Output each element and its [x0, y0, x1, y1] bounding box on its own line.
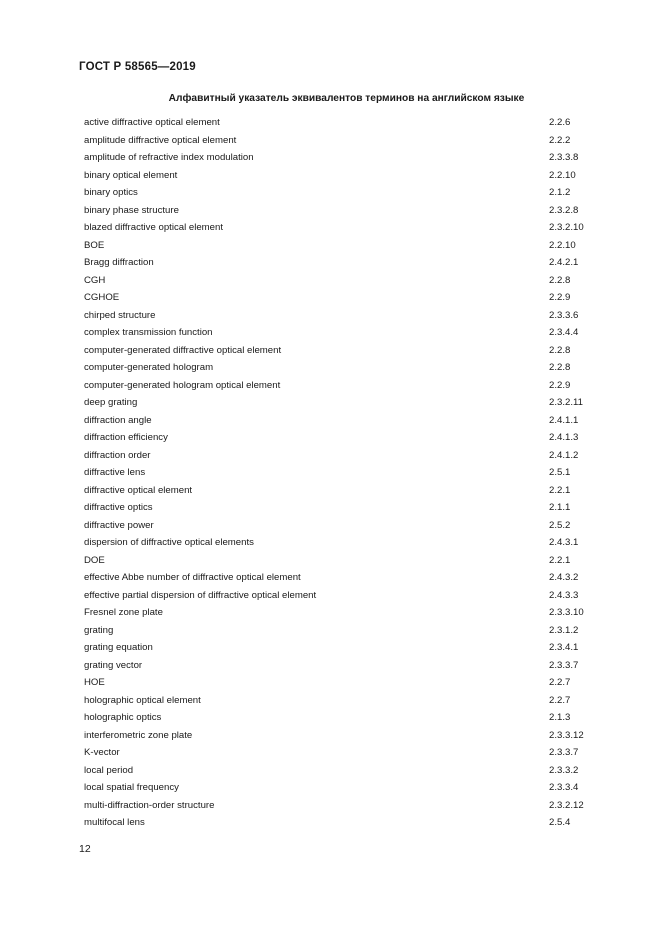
index-term: grating equation: [84, 642, 153, 653]
index-entry: [84, 324, 594, 342]
index-term-number: 2.2.8: [549, 274, 571, 286]
index-term: multifocal lens: [84, 817, 145, 828]
index-entry: [84, 464, 594, 482]
index-term: diffractive optics: [84, 502, 153, 513]
index-entry: [84, 377, 594, 395]
index-term-number: 2.3.3.10: [549, 607, 584, 618]
index-term-number: 2.3.3.8: [549, 152, 579, 163]
index-term: Fresnel zone plate: [84, 607, 163, 618]
index-term-number: 2.2.10: [549, 239, 576, 251]
index-term-number: 2.4.2.1: [549, 257, 579, 268]
index-term-number: 2.3.3.7: [549, 659, 579, 671]
index-term-number: 2.4.3.2: [549, 572, 579, 583]
index-term-number: 2.3.1.2: [549, 624, 579, 636]
index-entry: [84, 552, 594, 570]
index-term: diffraction angle: [84, 414, 152, 426]
index-entry: [84, 114, 594, 132]
index-term-number: 2.2.2: [549, 134, 571, 146]
index-term-number: 2.2.1: [549, 484, 571, 496]
index-entry: [84, 622, 594, 640]
index-entry: [84, 534, 594, 552]
index-term-number: 2.2.8: [549, 344, 571, 356]
index-term-number: 2.4.3.3: [549, 589, 579, 601]
index-term-number: 2.3.4.4: [549, 327, 579, 338]
index-entry: [84, 359, 594, 377]
index-term: computer-generated hologram: [84, 362, 214, 373]
index-entry: [84, 184, 594, 202]
index-term: diffractive power: [84, 519, 154, 531]
index-entry: [84, 342, 594, 360]
term-index-list: [84, 114, 594, 832]
index-entry: [84, 692, 594, 710]
index-term: local period: [84, 764, 134, 776]
index-entry: [84, 167, 594, 185]
index-term: grating vector: [84, 659, 143, 671]
index-term-number: 2.3.3.2: [549, 764, 579, 776]
index-term: complex transmission function: [84, 327, 213, 338]
index-term: effective partial dispersion of diffractive optical element: [84, 589, 317, 601]
index-term: binary optical element: [84, 169, 178, 181]
index-term: dispersion of diffractive optical elements: [84, 537, 254, 548]
index-term-number: 2.3.3.7: [549, 747, 579, 758]
index-term: DOE: [84, 554, 105, 566]
index-term: blazed diffractive optical element: [84, 222, 224, 233]
index-entry: [84, 587, 594, 605]
index-term: BOE: [84, 239, 105, 251]
index-entry: [84, 272, 594, 290]
index-term-number: 2.1.3: [549, 712, 571, 723]
index-term-number: 2.5.1: [549, 467, 571, 478]
index-term: interferometric zone plate: [84, 729, 193, 741]
index-term: deep grating: [84, 397, 138, 408]
index-entry: [84, 569, 594, 587]
index-entry: [84, 289, 594, 307]
index-term: K-vector: [84, 747, 120, 758]
index-term-number: 2.2.1: [549, 554, 571, 566]
index-term-number: 2.5.4: [549, 817, 571, 828]
index-entry: [84, 307, 594, 325]
index-entry: [84, 762, 594, 780]
index-term: amplitude of refractive index modulation: [84, 152, 254, 163]
index-term: Bragg diffraction: [84, 257, 154, 268]
index-entry: [84, 779, 594, 797]
index-entry: [84, 412, 594, 430]
index-entry: [84, 657, 594, 675]
index-term: binary phase structure: [84, 204, 179, 216]
index-term-number: 2.3.3.12: [549, 729, 584, 741]
index-term-number: 2.5.2: [549, 519, 571, 531]
index-entry: [84, 744, 594, 762]
index-term: multi-diffraction-order structure: [84, 799, 215, 811]
index-term: grating: [84, 624, 114, 636]
index-term-number: 2.2.9: [549, 292, 571, 303]
page-number: 12: [79, 843, 91, 855]
index-term-number: 2.4.1.3: [549, 432, 579, 443]
index-term-number: 2.3.2.12: [549, 799, 584, 811]
index-term: holographic optics: [84, 712, 162, 723]
index-term: holographic optical element: [84, 694, 201, 706]
index-term-number: 2.3.2.8: [549, 204, 579, 216]
index-term-number: 2.2.9: [549, 379, 571, 391]
index-term: CGHOE: [84, 292, 120, 303]
index-term: active diffractive optical element: [84, 117, 220, 128]
document-header: ГОСТ Р 58565—2019: [79, 61, 196, 73]
index-term: computer-generated hologram optical element: [84, 379, 281, 391]
index-term-number: 2.4.1.2: [549, 449, 579, 461]
index-term-number: 2.1.1: [549, 502, 571, 513]
index-entry: [84, 709, 594, 727]
index-term-number: 2.2.6: [549, 117, 571, 128]
index-term: local spatial frequency: [84, 782, 179, 793]
index-entry: [84, 237, 594, 255]
index-entry: [84, 482, 594, 500]
index-term-number: 2.3.4.1: [549, 642, 579, 653]
index-term-number: 2.2.10: [549, 169, 576, 181]
index-term-number: 2.4.3.1: [549, 537, 579, 548]
index-entry: [84, 394, 594, 412]
index-entry: [84, 797, 594, 815]
index-term: CGH: [84, 274, 106, 286]
index-entry: [84, 447, 594, 465]
index-term: computer-generated diffractive optical element: [84, 344, 282, 356]
index-term-number: 2.4.1.1: [549, 414, 579, 426]
index-term: diffractive optical element: [84, 484, 193, 496]
index-entry: [84, 604, 594, 622]
index-entry: [84, 219, 594, 237]
index-term-number: 2.2.8: [549, 362, 571, 373]
index-term: binary optics: [84, 187, 138, 198]
index-entry: [84, 254, 594, 272]
index-term-number: 2.3.3.6: [549, 309, 579, 321]
index-term: diffractive lens: [84, 467, 146, 478]
index-term: amplitude diffractive optical element: [84, 134, 237, 146]
index-entry: [84, 429, 594, 447]
index-term-number: 2.2.7: [549, 694, 571, 706]
index-term-number: 2.3.2.10: [549, 222, 584, 233]
index-entry: [84, 202, 594, 220]
index-term: diffraction efficiency: [84, 432, 168, 443]
index-entry: [84, 499, 594, 517]
index-term: effective Abbe number of diffractive optical element: [84, 572, 301, 583]
index-title: Алфавитный указатель эквивалентов терминов на английском языке: [168, 93, 525, 104]
index-term-number: 2.2.7: [549, 677, 571, 688]
index-term-number: 2.3.3.4: [549, 782, 579, 793]
index-term: HOE: [84, 677, 105, 688]
index-term-number: 2.3.2.11: [549, 397, 583, 408]
index-term: diffraction order: [84, 449, 151, 461]
index-entry: [84, 517, 594, 535]
index-term-number: 2.1.2: [549, 187, 571, 198]
index-entry: [84, 132, 594, 150]
index-entry: [84, 674, 594, 692]
index-entry: [84, 149, 594, 167]
index-entry: [84, 814, 594, 832]
index-entry: [84, 727, 594, 745]
index-entry: [84, 639, 594, 657]
index-term: chirped structure: [84, 309, 156, 321]
